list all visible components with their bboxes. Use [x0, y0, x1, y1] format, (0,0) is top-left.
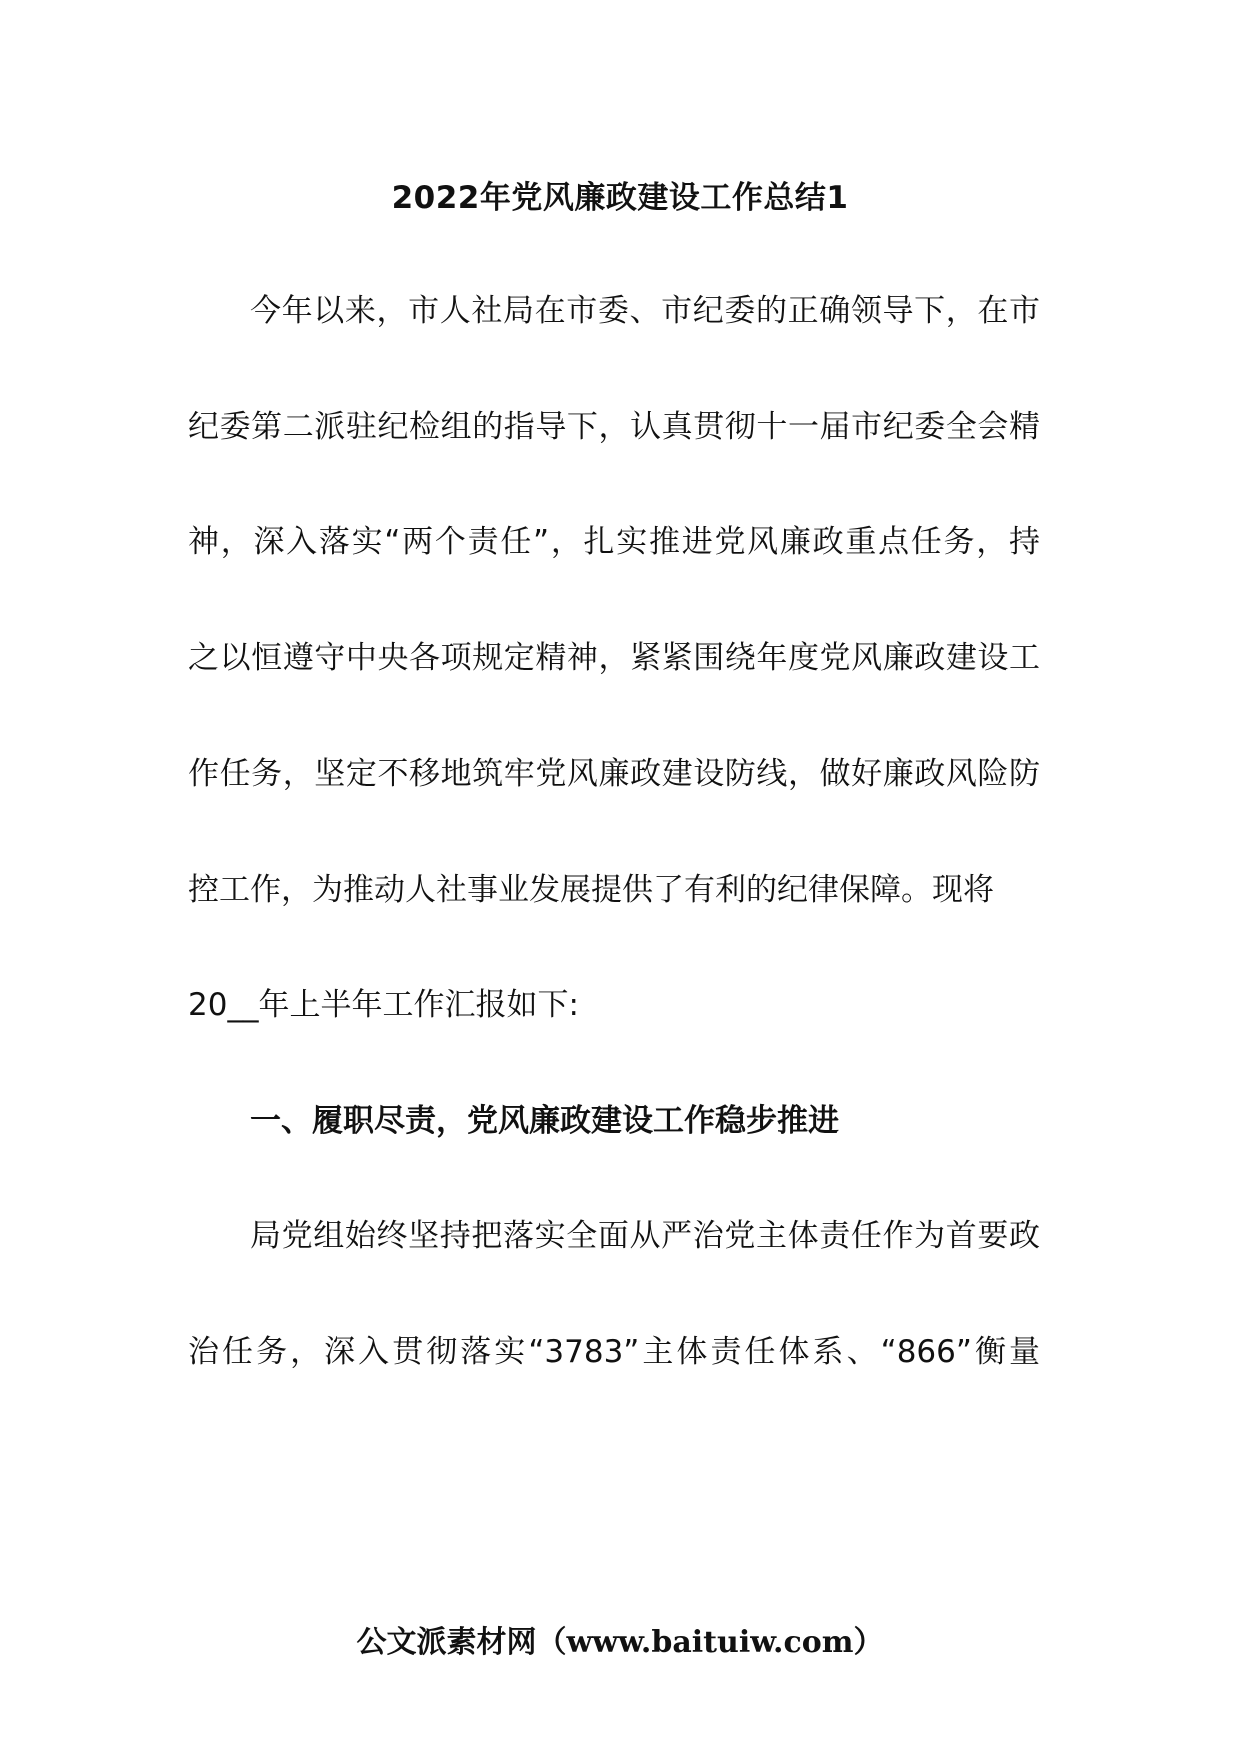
paragraph-line: 局党组始终坚持把落实全面从严治党主体责任作为首要政	[250, 1218, 1040, 1254]
paragraph-line: 控工作，为推动人社事业发展提供了有利的纪律保障。现将	[188, 872, 994, 908]
section-heading: 一、履职尽责，党风廉政建设工作稳步推进	[250, 1103, 839, 1139]
document-title: 2022年党风廉政建设工作总结1	[391, 180, 849, 216]
paragraph-line: 之以恒遵守中央各项规定精神，紧紧围绕年度党风廉政建设工	[188, 640, 1040, 676]
footer-watermark: 公文派素材网（www.baituiw.com）	[356, 1625, 884, 1660]
paragraph-line: 作任务，坚定不移地筑牢党风廉政建设防线，做好廉政风险防	[188, 756, 1040, 792]
paragraph-line: 今年以来，市人社局在市委、市纪委的正确领导下，在市	[250, 293, 1040, 329]
paragraph-line: 纪委第二派驻纪检组的指导下，认真贯彻十一届市纪委全会精	[188, 409, 1040, 445]
paragraph-line: 神，深入落实“两个责任”，扎实推进党风廉政重点任务，持	[188, 524, 1040, 560]
paragraph-line: 20__年上半年工作汇报如下:	[188, 987, 579, 1023]
paragraph-line: 治任务，深入贯彻落实“3783”主体责任体系、“866”衡量	[188, 1334, 1040, 1370]
